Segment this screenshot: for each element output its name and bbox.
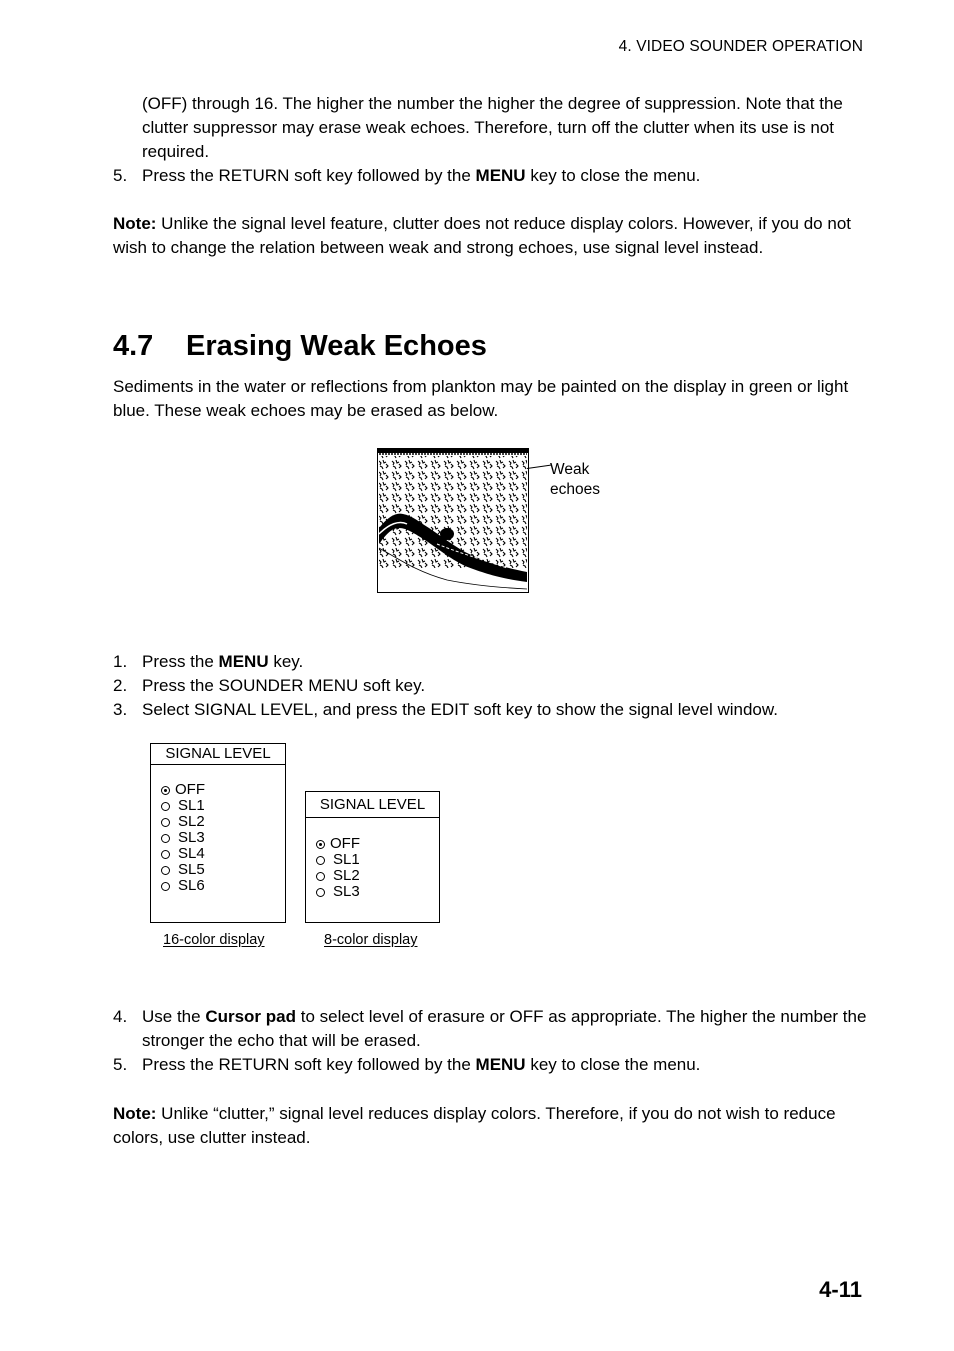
option-sl6[interactable]: SL6 <box>161 878 205 894</box>
radio-icon <box>161 866 170 875</box>
signal-level-window-16color <box>150 743 286 923</box>
option-sl1[interactable]: SL1 <box>161 798 205 814</box>
page-number: 4-11 <box>819 1277 862 1302</box>
caption-16-color: 16-color display <box>163 932 265 948</box>
step-number: 1. <box>113 652 128 671</box>
radio-icon <box>161 802 170 811</box>
step-number: 5. <box>113 166 128 185</box>
step-number: 5. <box>113 1055 128 1074</box>
section-number: 4.7 <box>113 330 154 362</box>
radio-icon <box>161 850 170 859</box>
radio-selected-icon <box>161 786 170 795</box>
step-text: Press the RETURN soft key followed by the MENU key to close the menu. <box>142 166 701 185</box>
radio-selected-icon <box>316 840 325 849</box>
running-header: 4. VIDEO SOUNDER OPERATION <box>618 38 863 55</box>
option-sl1[interactable]: SL1 <box>316 852 360 868</box>
note-paragraph: Note: Unlike the signal level feature, clutter does not reduce display colors. However, if you do not wish to change the relation between weak and strong echoes, use signal level instead. <box>113 214 851 257</box>
radio-icon <box>316 872 325 881</box>
step-number: 2. <box>113 676 128 695</box>
signal-level-window-8color <box>305 791 440 923</box>
section-heading <box>113 330 487 363</box>
option-sl5[interactable]: SL5 <box>161 862 205 878</box>
option-sl4[interactable]: SL4 <box>161 846 205 862</box>
note-label: Note: <box>113 214 157 233</box>
callout-leader-line <box>527 465 551 469</box>
option-sl2[interactable]: SL2 <box>316 868 360 884</box>
radio-icon <box>161 834 170 843</box>
window-title: SIGNAL LEVEL <box>306 792 439 818</box>
option-off[interactable]: OFF <box>316 836 360 852</box>
radio-icon <box>316 856 325 865</box>
radio-icon <box>316 888 325 897</box>
radio-icon <box>161 818 170 827</box>
section-intro: Sediments in the water or reflections from plankton may be painted on the display in green or light blue. These weak echoes may be erased as below. <box>113 377 849 420</box>
step-text: Use the Cursor pad to select level of erasure or OFF as appropriate. The higher the number the stronger the echo that will be erased. <box>142 1007 867 1050</box>
section-title: Erasing Weak Echoes <box>186 330 487 362</box>
continued-paragraph: (OFF) through 16. The higher the number the higher the degree of suppression. Note that the clutter suppressor may erase weak echoes. Therefore, turn off the clutter when its use is not required. <box>142 94 843 161</box>
step-text: Press the SOUNDER MENU soft key. <box>142 676 426 695</box>
step-text: Select SIGNAL LEVEL, and press the EDIT soft key to show the signal level window. <box>142 700 778 719</box>
step-text: Press the RETURN soft key followed by the MENU key to close the menu. <box>142 1055 701 1074</box>
window-title: SIGNAL LEVEL <box>151 744 285 765</box>
step-number: 3. <box>113 700 128 719</box>
weak-echoes-illustration <box>377 448 529 593</box>
radio-icon <box>161 882 170 891</box>
option-sl2[interactable]: SL2 <box>161 814 205 830</box>
option-list <box>161 782 205 894</box>
weak-echoes-label: Weak echoes <box>550 461 600 498</box>
caption-8-color: 8-color display <box>324 932 418 948</box>
step-text: Press the MENU key. <box>142 652 304 671</box>
option-list <box>316 836 360 900</box>
option-sl3[interactable]: SL3 <box>161 830 205 846</box>
note-label: Note: <box>113 1104 157 1123</box>
step-number: 4. <box>113 1007 128 1026</box>
note-paragraph-2: Note: Unlike “clutter,” signal level reduces display colors. Therefore, if you do not wish to reduce colors, use clutter instead. <box>113 1104 836 1147</box>
option-off[interactable]: OFF <box>161 782 205 798</box>
option-sl3[interactable]: SL3 <box>316 884 360 900</box>
